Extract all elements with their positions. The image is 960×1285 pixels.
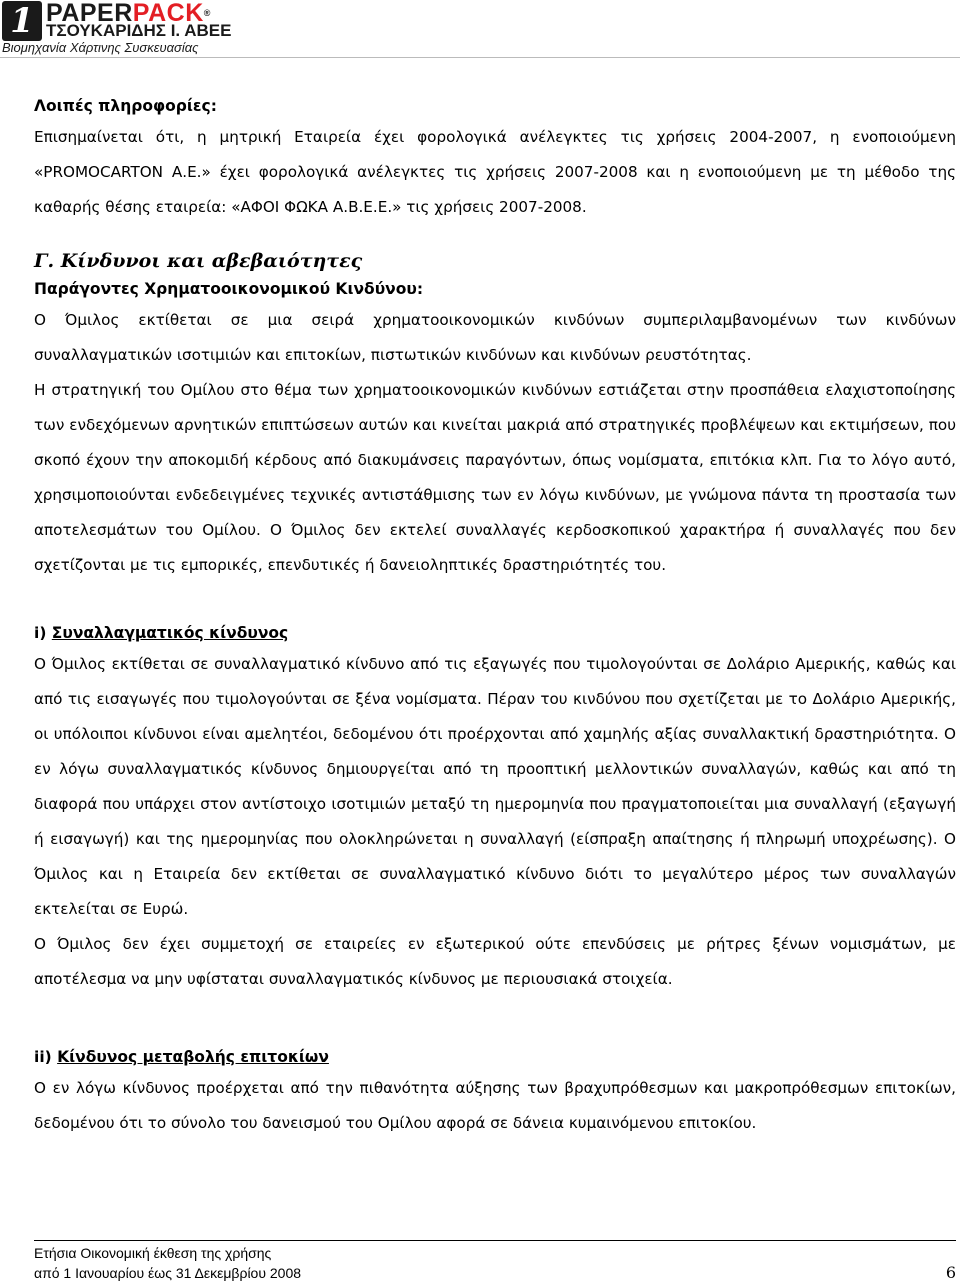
interest-rate-risk-heading	[34, 1043, 956, 1071]
interest-rate-risk-paragraph: Ο εν λόγω κίνδυνος προέρχεται από την πιθανότητα αύξησης των βραχυπρόθεσμων και μακροπρόθεσμων επιτοκίων, δεδομένου ότι το σύνολο του δανεισμού του Ομίλου αφορά σε δάνεια κυμαινόμενου επιτοκίου.	[34, 1079, 956, 1132]
footer-report-title: Ετήσια Οικονομική έκθεση της χρήσης	[34, 1245, 272, 1261]
spacer	[34, 997, 956, 1043]
document-body	[34, 92, 956, 1141]
page-header	[0, 0, 960, 58]
fx-risk-heading	[34, 619, 956, 647]
financial-factors-heading: Παράγοντες Χρηματοοικονομικού Κινδύνου:	[34, 280, 424, 298]
fx-risk-heading-title: Συναλλαγματικός κίνδυνος	[51, 624, 289, 642]
interest-rate-heading-prefix: ii)	[34, 1048, 58, 1066]
interest-rate-heading-title: Κίνδυνος μεταβολής επιτοκίων	[57, 1048, 329, 1066]
company-name: ΤΣΟΥΚΑΡΙΔΗΣ Ι. ΑΒΕΕ	[46, 21, 232, 40]
company-logo-icon: 1	[2, 1, 42, 41]
header-divider	[0, 57, 960, 58]
footer-report-period: από 1 Ιανουαρίου έως 31 Δεκεμβρίου 2008	[34, 1265, 302, 1281]
spacer	[34, 583, 956, 619]
page-number: 6	[945, 1263, 956, 1282]
page-footer	[34, 1240, 956, 1285]
footer-divider	[34, 1240, 956, 1241]
brand-name-first: PAPER	[46, 0, 133, 27]
fx-risk-paragraph-1: Ο Όμιλος εκτίθεται σε συναλλαγματικό κίνδυνο από τις εξαγωγές που τιμολογούνται σε Δολάριο Αμερικής, καθώς και από τις εισαγωγές που τιμολογούνται σε ξένα νομίσματα. Πέραν του κινδύνου που σχετίζεται με το Δολάριο Αμερικής, οι υπόλοιποι κίνδυνοι είναι αμελητέοι, δεδομένου ότι προέρχονται από χαμηλής αξίας συναλλακτική δραστηριότητα. Ο εν λόγω συναλλαγματικός κίνδυνος δημιουργείται από τη προοπτική μελλοντικών συναλλαγών, καθώς και από τη διαφορά που υπάρχει στον αντίστοιχο ισοτιμιών μεταξύ τη ημερομηνία που πραγματοποιείται μια συναλλαγή (εξαγωγή ή εισαγωγή) και της ημερομηνίας που ολοκληρώνεται η συναλλαγή (είσπραξη απαίτησης ή πληρωμή υποχρέωσης). Ο Όμιλος και η Εταιρεία δεν εκτίθεται σε συναλλαγματικό κίνδυνο διότι το μεγαλύτερο μέρος των συναλλαγών εκτελείται σε Ευρώ.	[34, 655, 956, 918]
fx-risk-paragraph-2: Ο Όμιλος δεν έχει συμμετοχή σε εταιρείες εν εξωτερικού ούτε επενδύσεις με ρήτρες ξένων νομισμάτων, με αποτέλεσμα να μην υφίσταται συναλλαγματικός κίνδυνος με περιουσιακά στοιχεία.	[34, 935, 956, 988]
company-tagline: Βιομηχανία Χάρτινης Συσκευασίας	[2, 40, 199, 55]
financial-factors-paragraph-1: Ο Όμιλος εκτίθεται σε μια σειρά χρηματοοικονομικών κινδύνων συμπεριλαμβανομένων των κινδύνων συναλλαγματικών ισοτιμιών και επιτοκίων, πιστωτικών κινδύνων και κινδύνων ρευστότητας.	[34, 311, 956, 364]
other-info-paragraph: Επισημαίνεται ότι, η μητρική Εταιρεία έχει φορολογικά ανέλεγκτες τις χρήσεις 2004-2007, η ενοποιούμενη «PROMOCARTON Α.Ε.» έχει φορολογικά ανέλεγκτες τις χρήσεις 2007-2008 και η ενοποιούμενη με τη μέθοδο της καθαρής θέσης εταιρεία: «ΑΦΟΙ ΦΩΚΑ Α.Β.Ε.Ε.» τις χρήσεις 2007-2008.	[34, 128, 956, 216]
section-g-heading: Γ. Κίνδυνοι και αβεβαιότητες	[34, 250, 363, 272]
financial-factors-paragraph-2: Η στρατηγική του Ομίλου στο θέμα των χρηματοοικονομικών κινδύνων εστιάζεται στην προσπάθεια ελαχιστοποίησης των ενδεχόμενων αρνητικών επιπτώσεων αυτών και κινείται μακριά από στρατηγικές προβλέψεων και εκτιμήσεων, που σκοπό έχουν την αποκομιδή κέρδους από διακυμάνσεις παραγόντων, όπως νομίσματα, επιτόκια κλπ. Για το λόγο αυτό, χρησιμοποιούνται ενδεδειγμένες τεχνικές αντιστάθμισης των εν λόγω κινδύνων, με γνώμονα πάντα τη προστασία των αποτελεσμάτων του Ομίλου. Ο Όμιλος δεν εκτελεί συναλλαγές κερδοσκοπικού χαρακτήρα ή συναλλαγές που δεν σχετίζονται με τις εμπορικές, επενδυτικές ή δανειοληπτικές δραστηριότητές του.	[34, 381, 956, 574]
fx-risk-heading-prefix: i)	[34, 624, 52, 642]
other-info-heading: Λοιπές πληροφορίες:	[34, 97, 217, 115]
brand-name-second: PACK	[132, 0, 204, 27]
registered-mark: ®	[203, 8, 211, 18]
